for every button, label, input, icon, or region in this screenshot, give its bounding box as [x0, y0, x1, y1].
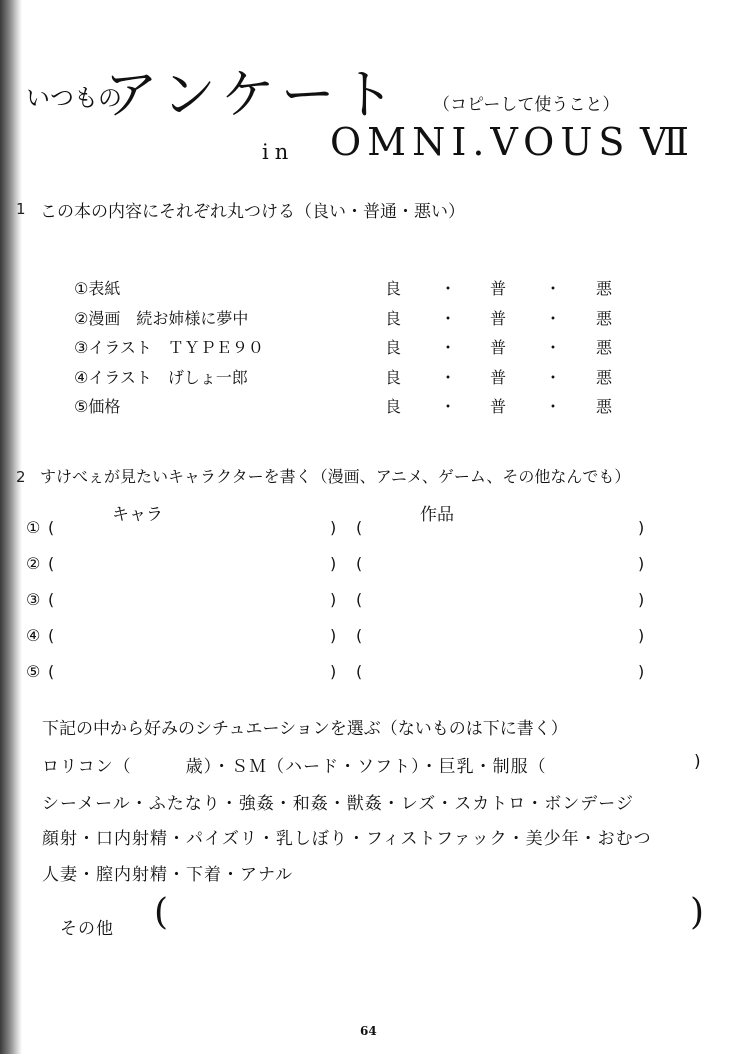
rating-separator: ・ [545, 279, 562, 298]
character-field-open: ( [48, 554, 55, 573]
column-header-character: キャラ [112, 505, 163, 525]
character-field-open: ( [48, 590, 55, 609]
character-field-close: ) [330, 518, 337, 537]
column-header-work: 作品 [420, 505, 454, 525]
rating-separator: ・ [440, 397, 457, 416]
character-field-open: ( [48, 626, 55, 645]
rating-good[interactable]: 良 [385, 309, 402, 328]
in-word: in [262, 140, 295, 164]
work-field-open: ( [356, 662, 363, 681]
rating-normal[interactable]: 普 [490, 397, 507, 416]
question-2-text: すけべぇが見たいキャラクターを書く（漫画、アニメ、ゲーム、その他なんでも） [40, 467, 631, 486]
character-field-close: ) [330, 626, 337, 645]
other-field-close: ) [690, 892, 705, 933]
rating-separator: ・ [440, 338, 457, 357]
rating-normal[interactable]: 普 [490, 338, 507, 357]
question-1-number: 1 [16, 200, 26, 218]
rating-item-label: ③イラスト ＴＹＰＥ９０ [74, 338, 264, 357]
volume-number: Ⅶ [640, 120, 690, 164]
work-input[interactable] [370, 554, 635, 576]
row-number: ⑤ [26, 662, 41, 681]
page-title: アンケート [104, 63, 401, 126]
other-input[interactable] [175, 900, 685, 936]
rating-bad[interactable]: 悪 [596, 309, 613, 328]
row-number: ④ [26, 626, 41, 645]
rating-item-label: ②漫画 続お姉様に夢中 [74, 309, 249, 328]
work-field-close: ) [638, 590, 645, 609]
row-number: ① [26, 518, 41, 537]
rating-bad[interactable]: 悪 [596, 279, 613, 298]
character-input[interactable] [60, 554, 325, 576]
copy-note: （コピーして使うこと） [433, 95, 620, 115]
work-field-open: ( [356, 590, 363, 609]
rating-bad[interactable]: 悪 [596, 397, 613, 416]
row-number: ② [26, 554, 41, 573]
rating-item-label: ④イラスト げしょ一郎 [74, 368, 248, 387]
character-field-close: ) [330, 662, 337, 681]
rating-good[interactable]: 良 [385, 279, 402, 298]
question-2-number: 2 [16, 468, 26, 486]
other-label: その他 [60, 919, 114, 939]
rating-good[interactable]: 良 [385, 368, 402, 387]
rating-normal[interactable]: 普 [490, 279, 507, 298]
work-field-open: ( [356, 554, 363, 573]
work-field-open: ( [356, 518, 363, 537]
rating-separator: ・ [545, 309, 562, 328]
character-input[interactable] [60, 590, 325, 612]
character-field-close: ) [330, 590, 337, 609]
rating-separator: ・ [545, 368, 562, 387]
rating-item-label: ⑤価格 [74, 397, 121, 416]
character-input[interactable] [60, 626, 325, 648]
situation-line[interactable]: シーメール・ふたなり・強姦・和姦・獣姦・レズ・スカトロ・ボンデージ [42, 794, 634, 814]
work-input[interactable] [370, 662, 635, 684]
character-field-open: ( [48, 662, 55, 681]
work-input[interactable] [370, 626, 635, 648]
question-3-text: 下記の中から好みのシチュエーションを選ぶ（ないものは下に書く） [42, 719, 568, 739]
work-field-open: ( [356, 626, 363, 645]
rating-separator: ・ [545, 338, 562, 357]
work-field-close: ) [638, 662, 645, 681]
page-number: 64 [360, 1024, 377, 1038]
character-field-close: ) [330, 554, 337, 573]
rating-item-label: ①表紙 [74, 279, 121, 298]
title-prefix: いつもの [26, 84, 122, 112]
situation-line[interactable]: ロリコン（ 歳）・ＳＭ（ハード・ソフト）・巨乳・制服（ [42, 757, 547, 777]
rating-bad[interactable]: 悪 [596, 368, 613, 387]
work-input[interactable] [370, 590, 635, 612]
character-field-open: ( [48, 518, 55, 537]
character-input[interactable] [60, 518, 325, 540]
question-1-text: この本の内容にそれぞれ丸つける（良い・普通・悪い） [40, 202, 465, 222]
rating-good[interactable]: 良 [385, 338, 402, 357]
work-field-close: ) [638, 518, 645, 537]
situation-line[interactable]: 人妻・膣内射精・下着・アナル [42, 865, 294, 885]
work-input[interactable] [370, 518, 635, 540]
other-field-open: ( [154, 892, 169, 933]
rating-separator: ・ [440, 368, 457, 387]
work-field-close: ) [638, 626, 645, 645]
work-field-close: ) [638, 554, 645, 573]
rating-separator: ・ [440, 309, 457, 328]
character-input[interactable] [60, 662, 325, 684]
row-number: ③ [26, 590, 41, 609]
situation-line-close-paren: ) [694, 752, 702, 772]
rating-good[interactable]: 良 [385, 397, 402, 416]
rating-separator: ・ [440, 279, 457, 298]
book-binding-shadow [0, 0, 22, 1054]
rating-normal[interactable]: 普 [490, 368, 507, 387]
rating-bad[interactable]: 悪 [596, 338, 613, 357]
rating-separator: ・ [545, 397, 562, 416]
rating-normal[interactable]: 普 [490, 309, 507, 328]
situation-line[interactable]: 顔射・口内射精・パイズリ・乳しぼり・フィストファック・美少年・おむつ [42, 829, 652, 849]
publication-name: OMNI.VOUS [330, 120, 631, 164]
